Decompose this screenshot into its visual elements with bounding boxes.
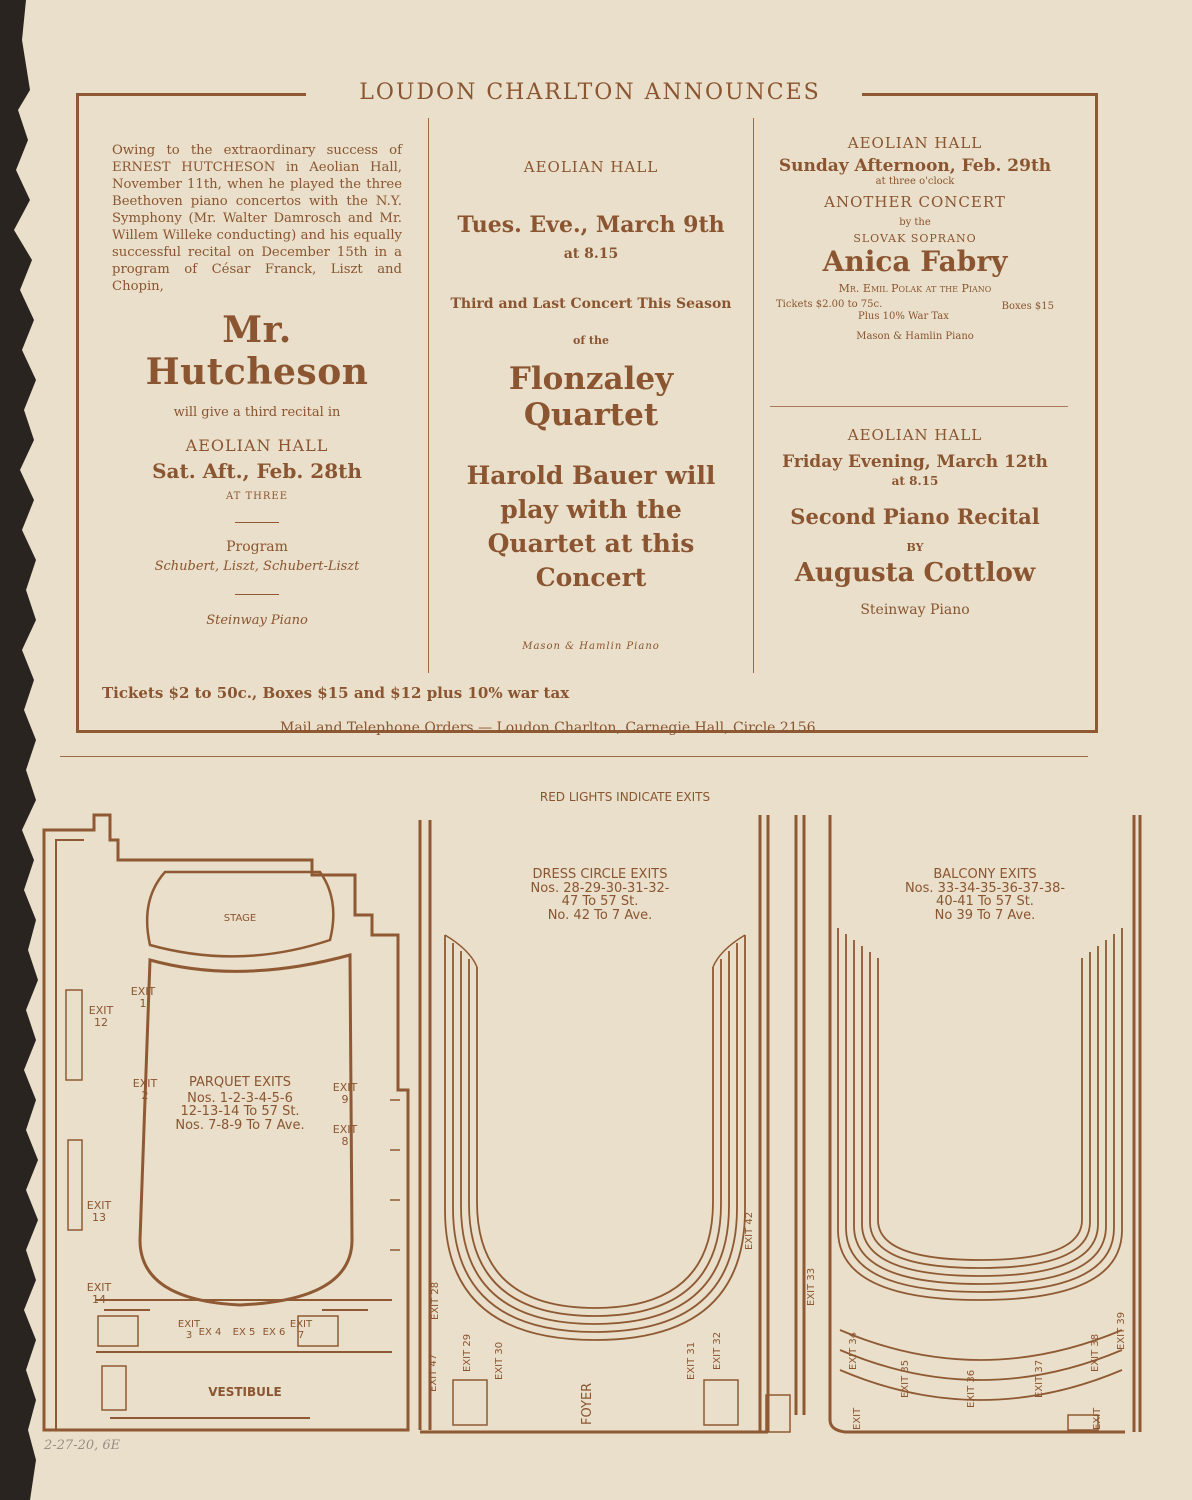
fabry-another: ANOTHER CONCERT	[824, 193, 1006, 211]
exit-2-label: EXIT 2	[132, 1077, 158, 1102]
exit-38-label: EXIT 38	[1090, 1333, 1101, 1372]
vestibule-label: VESTIBULE	[208, 1385, 282, 1399]
hutcheson-intro: Owing to the extraordinary success of ERNEST HUTCHESON in Aeolian Hall, November 11th, when he played the three Beethoven piano concertos with the N.Y. Symphony (Mr. Walter Damrosch and Mr. Willem Willeke conducting) and his equally successful recital on December 15th in a program of César Franck, Liszt and Chopin,	[112, 143, 402, 294]
exit-31-label: EXIT 31	[686, 1341, 697, 1380]
page-header: LOUDON CHARLTON ANNOUNCES	[359, 80, 821, 105]
flonzaley-piano: Mason & Hamlin Piano	[522, 641, 660, 652]
hutcheson-time: AT THREE	[225, 491, 289, 502]
exit-35-label: EXIT 35	[900, 1359, 911, 1398]
parquet-exits-text	[150, 1076, 330, 1133]
cottlow-by: BY	[906, 541, 924, 554]
exit-34-label: EXIT 34	[848, 1331, 859, 1370]
exit-47-label: EXIT 47	[428, 1353, 439, 1392]
dress-line-4: No. 42 To 7 Ave.	[547, 907, 653, 923]
exit-8-label: EXIT 8	[332, 1123, 358, 1148]
program-composers: Schubert, Liszt, Schubert-Liszt	[154, 559, 360, 574]
exit-37-label: EXIT 37	[1034, 1359, 1045, 1398]
fabry-boxes: Boxes $15	[1001, 301, 1054, 312]
exit-39-label: EXIT 39	[1116, 1311, 1127, 1350]
orders-line: Mail and Telephone Orders — Loudon Charlton, Carnegie Hall, Circle 2156	[280, 720, 816, 736]
balcony-line-2: Nos. 33-34-35-36-37-38-	[904, 880, 1066, 896]
foyer-label: FOYER	[580, 1382, 595, 1425]
fabry-name: Anica Fabry	[822, 245, 1008, 278]
exit-9-label: EXIT 9	[332, 1081, 358, 1106]
exit-40-label: EXIT	[852, 1407, 863, 1430]
fabry-tickets: Tickets $2.00 to 75c.	[776, 299, 883, 310]
parquet-line-2: Nos. 1-2-3-4-5-6	[187, 1090, 293, 1106]
exit-5-label: EX 5	[232, 1327, 256, 1338]
parquet-line-3: 12-13-14 To 57 St.	[180, 1104, 300, 1120]
dress-line-3: 47 To 57 St.	[561, 894, 639, 910]
hutcheson-give: will give a third recital in	[173, 405, 341, 420]
exit-13-label: EXIT 13	[86, 1199, 112, 1224]
flonzaley-date: Tues. Eve., March 9th	[457, 212, 725, 238]
dress-line-1: DRESS CIRCLE EXITS	[532, 867, 668, 882]
fabry-piano: Mason & Hamlin Piano	[856, 331, 974, 342]
flonzaley-of: of the	[573, 334, 609, 347]
dress-circle-exits-text	[500, 868, 700, 923]
exit-12-label: EXIT 12	[88, 1004, 114, 1029]
exit-42-label: EXIT 42	[744, 1211, 755, 1250]
hutcheson-date: Sat. Aft., Feb. 28th	[152, 459, 362, 483]
exit-28-label: EXIT 28	[430, 1281, 441, 1320]
exit-7-label: EXIT 7	[289, 1319, 313, 1341]
cottlow-piano: Steinway Piano	[860, 602, 970, 618]
flonzaley-time: at 8.15	[563, 246, 619, 262]
fabry-by: by the	[899, 217, 931, 228]
fabry-hall: AEOLIAN HALL	[847, 134, 983, 152]
balcony-line-4: No 39 To 7 Ave.	[934, 907, 1036, 923]
bauer-note: Harold Bauer will play with the Quartet at this Concert	[466, 461, 716, 592]
cottlow-name: Augusta Cottlow	[794, 558, 1036, 588]
exit-3-label: EXIT 3	[177, 1319, 201, 1341]
fabry-time: at three o'clock	[875, 176, 955, 187]
cottlow-hall: AEOLIAN HALL	[847, 426, 983, 444]
hutcheson-hall: AEOLIAN HALL	[185, 436, 329, 455]
hutcheson-piano: Steinway Piano	[206, 613, 308, 628]
fabry-accompanist: Mr. Emil Polak at the Piano	[838, 282, 992, 295]
tickets-line: Tickets $2 to 50c., Boxes $15 and $12 plus 10% war tax	[102, 684, 570, 702]
flonzaley-name: Flonzaley Quartet	[508, 361, 674, 433]
parquet-line-4: Nos. 7-8-9 To 7 Ave.	[175, 1117, 305, 1133]
fabry-soprano: SLOVAK SOPRANO	[853, 232, 977, 245]
program-label: Program	[226, 539, 288, 555]
flonzaley-hall: AEOLIAN HALL	[523, 158, 659, 176]
stage-label: STAGE	[223, 913, 257, 924]
fabry-tax: Plus 10% War Tax	[858, 311, 949, 322]
exit-32-label: EXIT 32	[712, 1331, 723, 1370]
exit-30-label: EXIT 30	[494, 1341, 505, 1380]
exit-41-label: EXIT	[1092, 1407, 1103, 1430]
plan-title: RED LIGHTS INDICATE EXITS	[539, 790, 711, 804]
dress-line-2: Nos. 28-29-30-31-32-	[530, 880, 670, 896]
exit-4-label: EX 4	[198, 1327, 222, 1338]
balcony-line-1: BALCONY EXITS	[933, 867, 1037, 882]
cottlow-time: at 8.15	[891, 474, 939, 488]
exit-33-label: EXIT 33	[806, 1267, 817, 1306]
hutcheson-name: Mr. Hutcheson	[145, 309, 369, 393]
cottlow-recital: Second Piano Recital	[790, 504, 1040, 529]
parquet-line-1: PARQUET EXITS	[188, 1075, 292, 1090]
exit-6-label: EX 6	[262, 1327, 286, 1338]
exit-1-label: EXIT 1	[130, 985, 156, 1010]
balcony-line-3: 40-41 To 57 St.	[936, 894, 1034, 910]
fabry-date: Sunday Afternoon, Feb. 29th	[778, 156, 1052, 176]
cottlow-date: Friday Evening, March 12th	[782, 452, 1048, 472]
exit-29-label: EXIT 29	[462, 1333, 473, 1372]
flonzaley-concert: Third and Last Concert This Season	[450, 296, 732, 312]
balcony-exits-text	[870, 868, 1100, 923]
exit-14-label: EXIT 14	[86, 1281, 112, 1306]
exit-36-label: EXIT 36	[966, 1369, 977, 1408]
handwritten-annotation: 2-27-20, 6E	[44, 1438, 121, 1453]
